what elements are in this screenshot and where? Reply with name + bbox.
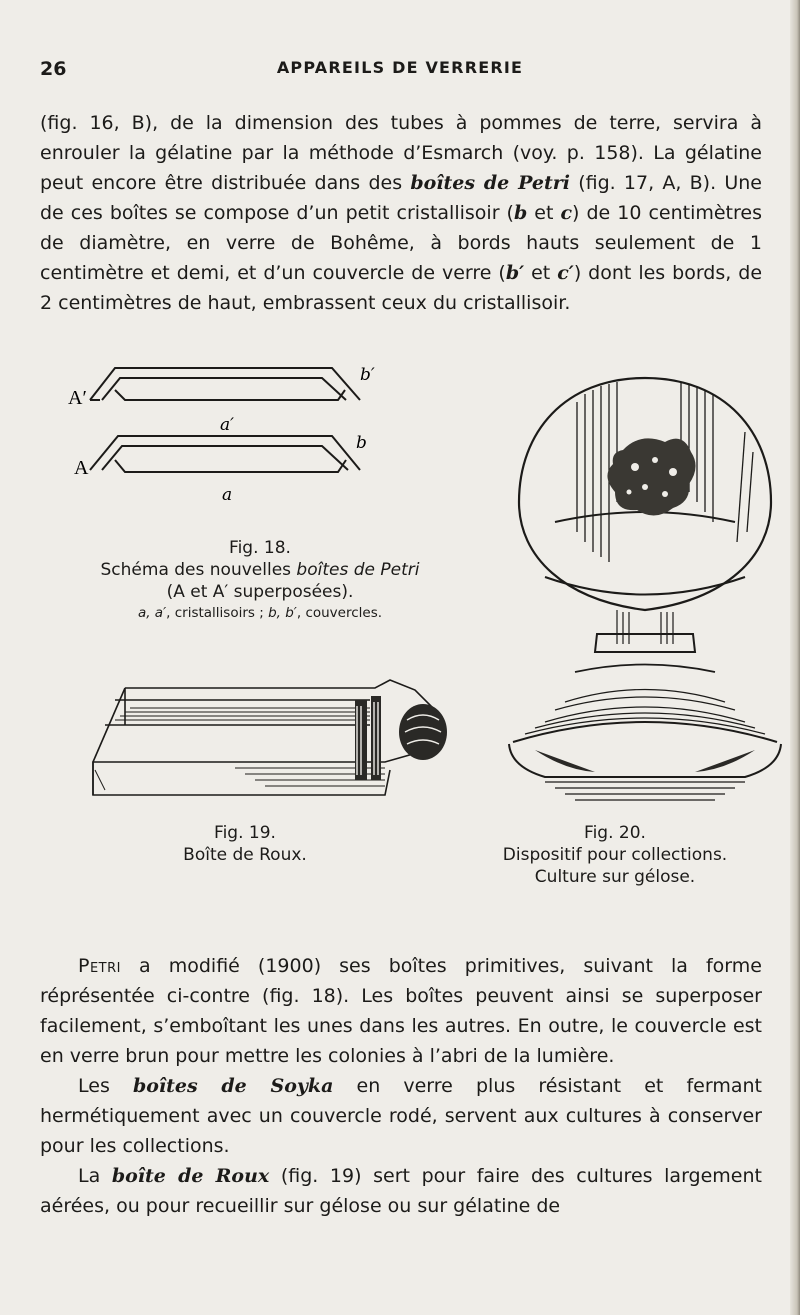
fig18-legend [50,603,470,623]
fig18-legend-d: , couvercles. [296,605,383,621]
fig20-bell-jar [505,372,785,812]
fig18-number: Fig. 18. [229,538,291,558]
page-edge [790,0,800,1315]
fig18-legend-b: , cristallisoirs ; [166,605,269,621]
page-number: 26 [40,58,67,80]
p2-name-petri: Petri [78,955,121,977]
p4-text-c: (fig. 19) sert pour faire des cultures largement aérées, ou pour recueillir sur gélose ou sur gélatine de [40,1165,762,1217]
label-b: b [356,433,367,453]
p3-text-a: Les [78,1075,133,1097]
fig20-number: Fig. 20. [584,823,646,843]
fig18-legend-a: a, a′ [137,605,167,621]
p4-text-a: La [78,1165,112,1187]
fig18-title-b: boîtes de Petri [296,560,420,580]
p1-letter-b: b [513,202,528,224]
fig20-subtitle: Culture sur gélose. [534,867,696,887]
fig18-legend-c: b, b′ [268,605,297,621]
p3-emphasis-soyka: boîtes de Soyka [132,1075,334,1097]
p1-emphasis-petri: boîtes de Petri [410,172,570,194]
fig18-caption [50,537,470,623]
p1-text-i: et [524,262,558,284]
p1-text-k: ) dont les bords, de 2 centimètres de haut, embrassent ceux du cristallisoir. [40,262,763,314]
p1-text-a: (fig. 16, B), de la dimension des tubes à pommes de terre, servira à enrouler la gélatine par la méthode d’Esmarch (voy. p. 158). La gélatine peut encore être distribuée dans des [40,112,762,194]
p3-text-c: en verre plus résistant et fermant hermétiquement avec un couvercle rodé, servent aux cultures à conserver pour les collections. [40,1075,762,1157]
p1-text-e: et [527,202,561,224]
label-a: a [222,485,233,505]
running-title: APPAREILS DE VERRERIE [276,58,524,77]
label-b-prime: b′ [360,365,375,385]
label-a-prime: a′ [220,415,234,435]
paragraph-3 [40,1071,762,1161]
label-A: A [74,457,89,479]
fig19-caption [120,822,370,866]
p4-emphasis-roux: boîte de Roux [111,1165,270,1187]
fig18-dish-upper [90,368,360,400]
fig19-number: Fig. 19. [214,823,276,843]
fig18-title [50,559,470,581]
p2-text: a modifié (1900) ses boîtes primitives, suivant la forme réprésentée ci-contre (fig. 18). Les boîtes peuvent ainsi se superposer facilement, s’emboîtant les unes dans les autres. En outre, le couvercle est en verre brun pour mettre les colonies à l’abri de la lumière. [40,955,762,1067]
label-A-prime: A′ [68,387,87,409]
page-header [0,58,800,84]
fig19-title: Boîte de Roux. [183,845,307,865]
fig18-title-a: Schéma des nouvelles [100,560,297,580]
fig20-title: Dispositif pour collections. [502,845,728,865]
p1-text-g: ) de 10 centimètres de diamètre, en verre de Bohême, à bords hauts seulement de 1 centimètre et demi, et d’un couvercle de verre ( [40,202,762,284]
fig18-dish-lower [90,436,360,472]
fig19-roux-flask [85,670,475,800]
p1-text-c: (fig. 17, A, B). Une de ces boîtes se compose d’un petit cristallisoir ( [40,172,763,224]
paragraph-4 [40,1161,762,1221]
fig20-caption [430,822,800,888]
paragraph-2 [40,951,762,1071]
fig18-subtitle: (A et A′ superposées). [166,582,354,602]
p1-letter-b-prime: b′ [505,262,525,284]
paragraph-1 [40,108,762,318]
p1-letter-c: c [560,202,573,224]
p1-letter-c-prime: c′ [557,262,574,284]
fig18-schematic [60,360,480,530]
